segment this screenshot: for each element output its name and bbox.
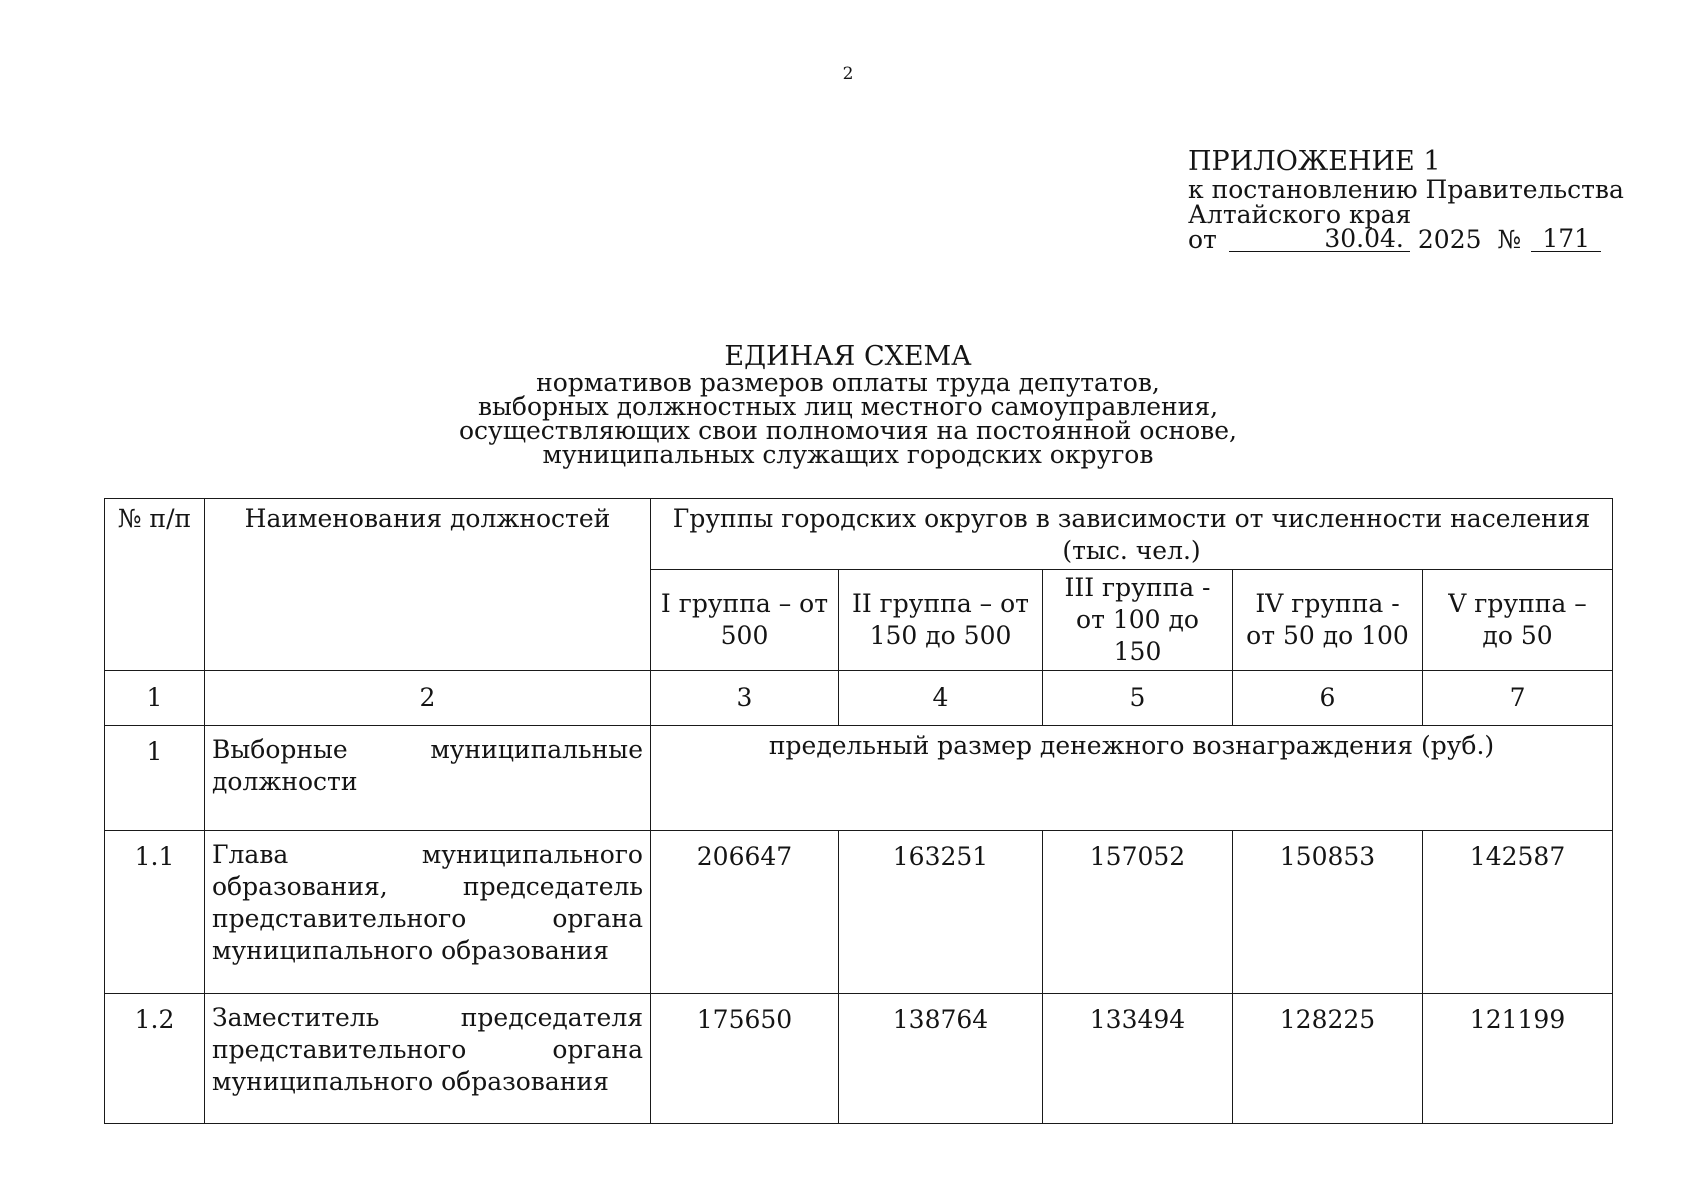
page-number: 2: [842, 64, 854, 84]
table-row: [105, 831, 1613, 994]
column-index-row: [105, 671, 1613, 726]
header-group-5: V группа – до 50: [1423, 570, 1613, 671]
from-label: от: [1188, 225, 1217, 254]
appendix-title: ПРИЛОЖЕНИЕ 1: [1188, 146, 1441, 177]
appendix-number: 171: [1531, 227, 1601, 252]
row-position-name: Заместитель председателя представительного органа муниципального образования: [205, 994, 651, 1124]
value-group-2: 163251: [839, 831, 1043, 994]
header-number: № п/п: [105, 499, 205, 671]
column-index: 6: [1233, 671, 1423, 726]
value-group-4: 128225: [1233, 994, 1423, 1124]
header-group-3: III группа - от 100 до 150: [1043, 570, 1233, 671]
number-label: №: [1497, 225, 1522, 254]
document-title: [0, 343, 1696, 467]
column-index: 2: [205, 671, 651, 726]
row-number: 1.2: [105, 994, 205, 1124]
column-index: 1: [105, 671, 205, 726]
value-group-5: 142587: [1423, 831, 1613, 994]
header-groups-title: Группы городских округов в зависимости от численности населения (тыс. чел.): [651, 499, 1613, 570]
table-row: [105, 994, 1613, 1124]
value-group-3: 133494: [1043, 994, 1233, 1124]
header-group-2: II группа – от 150 до 500: [839, 570, 1043, 671]
appendix-date-line: [1188, 224, 1608, 254]
section-note: предельный размер денежного вознаграждения (руб.): [651, 726, 1613, 831]
value-group-1: 175650: [651, 994, 839, 1124]
value-group-1: 206647: [651, 831, 839, 994]
appendix-line-2: Алтайского края: [1188, 200, 1412, 229]
table-header-row: [105, 499, 1613, 570]
document-heading: ЕДИНАЯ СХЕМА: [724, 341, 972, 372]
column-index: 3: [651, 671, 839, 726]
header-group-4: IV группа - от 50 до 100: [1233, 570, 1423, 671]
column-index: 4: [839, 671, 1043, 726]
value-group-2: 138764: [839, 994, 1043, 1124]
table-row-section: [105, 726, 1613, 831]
subtitle-line: муниципальных служащих городских округов: [542, 440, 1154, 469]
salary-table: [104, 498, 1613, 1124]
value-group-4: 150853: [1233, 831, 1423, 994]
header-group-1: I группа – от 500: [651, 570, 839, 671]
row-position-name: Глава муниципального образования, председатель представительного органа муниципального образования: [205, 831, 651, 994]
appendix-line-1: к постановлению Правительства: [1188, 175, 1624, 204]
subtitle-line: выборных должностных лиц местного самоуправления,: [477, 392, 1219, 421]
row-number: 1.1: [105, 831, 205, 994]
header-positions: Наименования должностей: [205, 499, 651, 671]
appendix-date: 30.04.: [1229, 227, 1410, 252]
subtitle-line: нормативов размеров оплаты труда депутатов,: [536, 368, 1160, 397]
row-position-name: Выборные муниципальные должности: [205, 726, 651, 831]
subtitle-line: осуществляющих свои полномочия на постоянной основе,: [459, 416, 1237, 445]
column-index: 7: [1423, 671, 1613, 726]
column-index: 5: [1043, 671, 1233, 726]
value-group-3: 157052: [1043, 831, 1233, 994]
appendix-year: 2025: [1417, 225, 1482, 254]
appendix-block: [1188, 146, 1624, 254]
row-number: 1: [105, 726, 205, 831]
value-group-5: 121199: [1423, 994, 1613, 1124]
